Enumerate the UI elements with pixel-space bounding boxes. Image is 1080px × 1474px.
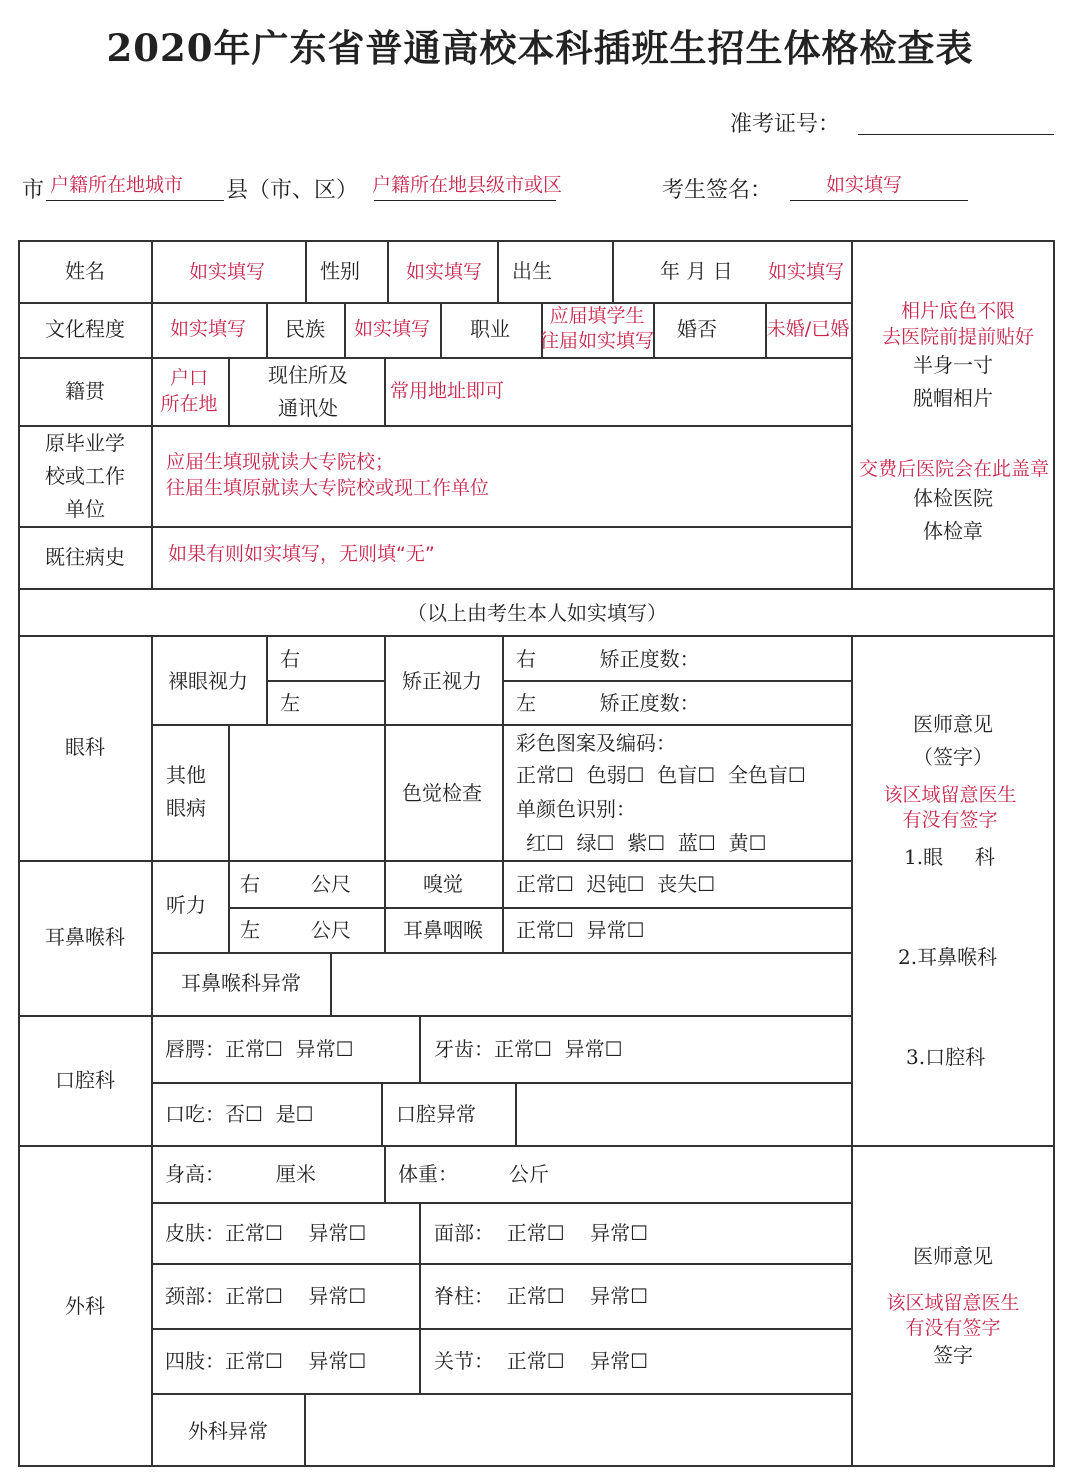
- native-place-label: 籍贯: [65, 379, 105, 403]
- col-line: [228, 724, 230, 952]
- name-label: 姓名: [65, 259, 105, 283]
- col-line: [502, 860, 504, 952]
- row-line: [18, 635, 1055, 637]
- ent-check-options[interactable]: 正常☐ 异常☐: [516, 918, 645, 942]
- teeth-check[interactable]: 牙齿：正常☐ 异常☐: [434, 1037, 623, 1061]
- city-underline: [46, 200, 224, 201]
- col-line: [304, 1393, 306, 1467]
- smell-label: 嗅觉: [423, 872, 463, 896]
- photo-note-2: 去医院前提前贴好: [881, 326, 1035, 348]
- self-fill-note: （以上由考生本人如实填写）: [407, 601, 667, 625]
- col-line: [497, 240, 499, 302]
- county-underline: [374, 200, 556, 201]
- name-value[interactable]: 如实填写: [188, 261, 266, 283]
- col-line: [851, 240, 853, 589]
- row-line: [18, 588, 1055, 590]
- surgery-section-label: 外科: [65, 1294, 105, 1318]
- hearing-left: 左 公尺: [240, 918, 351, 942]
- exam-no-label: 准考证号：: [730, 112, 841, 137]
- ethnic-label: 民族: [285, 317, 325, 341]
- stamp-note: 交费后医院会在此盖章: [858, 458, 1050, 480]
- col-line: [419, 1202, 421, 1393]
- school-value-2[interactable]: 往届生填原就读大专院校或现工作单位: [166, 477, 490, 499]
- doctor-item-oral: 3.口腔科: [906, 1045, 986, 1069]
- address-label-2: 通讯处: [278, 396, 338, 420]
- col-line: [384, 1145, 386, 1202]
- row-line: [151, 1393, 852, 1395]
- city-label: 市: [22, 178, 45, 203]
- col-line: [381, 1082, 383, 1145]
- gender-label: 性别: [320, 259, 360, 283]
- occupation-value-1[interactable]: 应届填学生: [549, 305, 645, 327]
- color-options[interactable]: 正常☐ 色弱☐ 色盲☐ 全色盲☐: [516, 763, 806, 787]
- county-label: 县（市、区）: [226, 178, 359, 203]
- oral-abnormal-label: 口腔异常: [396, 1102, 476, 1126]
- stamp-label-1: 体检医院: [913, 486, 993, 510]
- eye-section-label: 眼科: [65, 735, 105, 759]
- doctor-bottom-note-2: 有没有签字: [905, 1317, 1001, 1339]
- surgery-abnormal-label: 外科异常: [188, 1419, 268, 1443]
- doctor-sign-note-2: 有没有签字: [902, 809, 998, 831]
- row-line: [18, 526, 852, 528]
- row-line: [266, 680, 384, 682]
- ethnic-value[interactable]: 如实填写: [353, 318, 431, 340]
- corrected-right: 右 矫正度数：: [516, 647, 700, 671]
- education-label: 文化程度: [45, 317, 125, 341]
- col-line: [344, 302, 346, 357]
- address-label-1: 现住所及: [268, 363, 348, 387]
- col-line: [151, 240, 153, 589]
- row-line: [151, 952, 852, 954]
- limbs-check[interactable]: 四肢：正常☐ 异常☐: [165, 1349, 367, 1373]
- ent-abnormal-label: 耳鼻喉科异常: [181, 971, 301, 995]
- col-line: [384, 860, 386, 952]
- photo-label-1: 半身一寸: [913, 353, 993, 377]
- doctor-opinion-bottom-label: 医师意见: [913, 1244, 993, 1268]
- birth-ymd: 年 月 日: [660, 259, 733, 283]
- row-line: [151, 1328, 852, 1330]
- doctor-bottom-sign-label: 签字: [933, 1343, 973, 1367]
- school-label-3: 单位: [65, 497, 105, 521]
- ent-section-label: 耳鼻喉科: [45, 925, 125, 949]
- birth-value[interactable]: 如实填写: [768, 261, 845, 283]
- occupation-label: 职业: [470, 317, 510, 341]
- color-pattern-label: 彩色图案及编码：: [516, 731, 676, 755]
- signature-value[interactable]: 如实填写: [826, 174, 903, 196]
- ent-check-label: 耳鼻咽喉: [403, 918, 483, 942]
- naked-right-label: 右: [280, 647, 300, 671]
- col-line: [305, 240, 307, 302]
- weight-field[interactable]: 体重： 公斤: [398, 1162, 549, 1186]
- row-line: [18, 302, 852, 304]
- photo-label-2: 脱帽相片: [913, 386, 993, 410]
- marital-value[interactable]: 未婚/已婚: [766, 318, 850, 340]
- stutter-check[interactable]: 口吃：否☐ 是☐: [165, 1102, 314, 1126]
- color-vision-label: 色觉检查: [402, 781, 482, 805]
- lip-palate-check[interactable]: 唇腭：正常☐ 异常☐: [165, 1037, 354, 1061]
- row-line: [151, 1263, 852, 1265]
- marital-label: 婚否: [677, 317, 717, 341]
- joints-check[interactable]: 关节： 正常☐ 异常☐: [434, 1349, 649, 1373]
- row-line: [502, 680, 852, 682]
- other-eye-label-2: 眼病: [166, 796, 206, 820]
- row-line: [18, 425, 852, 427]
- col-line: [266, 635, 268, 724]
- skin-check[interactable]: 皮肤：正常☐ 异常☐: [165, 1221, 367, 1245]
- row-line: [151, 1082, 852, 1084]
- row-line: [18, 357, 852, 359]
- col-line: [384, 357, 386, 425]
- school-label-2: 校或工作: [45, 464, 125, 488]
- height-field[interactable]: 身高： 厘米: [165, 1162, 316, 1186]
- col-line: [502, 635, 504, 860]
- col-line: [151, 635, 153, 1467]
- doctor-item-eye: 1.眼 科: [904, 845, 995, 869]
- native-place-value-2[interactable]: 所在地: [160, 393, 218, 415]
- medical-history-label: 既往病史: [45, 545, 125, 569]
- col-line: [330, 952, 332, 1015]
- col-line: [266, 302, 268, 357]
- row-line: [228, 907, 852, 909]
- city-value[interactable]: 户籍所在地城市: [50, 174, 184, 196]
- neck-check[interactable]: 颈部：正常☐ 异常☐: [165, 1284, 367, 1308]
- face-check[interactable]: 面部： 正常☐ 异常☐: [434, 1221, 649, 1245]
- naked-vision-label: 裸眼视力: [168, 669, 248, 693]
- doctor-sign-label: （签字）: [913, 745, 993, 769]
- stamp-label-2: 体检章: [923, 519, 983, 543]
- school-value-1[interactable]: 应届生填现就读大专院校；: [166, 451, 395, 473]
- native-place-value-1[interactable]: 户口: [169, 367, 209, 389]
- col-line: [228, 357, 230, 425]
- mono-color-label: 单颜色识别：: [516, 797, 636, 821]
- birth-label: 出生: [512, 259, 552, 283]
- doctor-sign-note-1: 该区域留意医生: [883, 784, 1017, 806]
- hearing-right: 右 公尺: [240, 872, 351, 896]
- naked-left-label: 左: [280, 691, 300, 715]
- county-value[interactable]: 户籍所在地县级市或区: [372, 174, 563, 196]
- spine-check[interactable]: 脊柱： 正常☐ 异常☐: [434, 1284, 649, 1308]
- hearing-label: 听力: [166, 893, 206, 917]
- smell-options[interactable]: 正常☐ 迟钝☐ 丧失☐: [516, 872, 716, 896]
- signature-underline: [790, 200, 968, 201]
- signature-label: 考生签名：: [662, 178, 773, 203]
- mono-color-options[interactable]: 红☐ 绿☐ 紫☐ 蓝☐ 黄☐: [526, 831, 767, 855]
- corrected-left: 左 矫正度数：: [516, 691, 700, 715]
- col-line: [384, 635, 386, 860]
- photo-note-1: 相片底色不限: [900, 300, 1016, 322]
- page-title: 2020年广东省普通高校本科插班生招生体格检查表: [106, 26, 974, 70]
- corrected-vision-label: 矫正视力: [402, 669, 482, 693]
- col-line: [419, 1015, 421, 1082]
- address-value[interactable]: 常用地址即可: [390, 380, 505, 402]
- row-line: [18, 860, 852, 862]
- col-line: [612, 240, 614, 302]
- occupation-value-2[interactable]: 往届如实填写: [539, 330, 655, 352]
- school-label-1: 原毕业学: [45, 431, 125, 455]
- exam-no-field[interactable]: [858, 134, 1054, 135]
- oral-section-label: 口腔科: [55, 1068, 115, 1092]
- doctor-bottom-note-1: 该区域留意医生: [886, 1292, 1020, 1314]
- other-eye-label-1: 其他: [166, 763, 206, 787]
- col-line: [515, 1082, 517, 1145]
- education-value[interactable]: 如实填写: [169, 318, 247, 340]
- row-line: [151, 1202, 852, 1204]
- gender-value[interactable]: 如实填写: [405, 261, 483, 283]
- row-line: [18, 1145, 1055, 1147]
- col-line: [440, 302, 442, 357]
- medical-history-value[interactable]: 如果有则如实填写，无则填“无”: [168, 543, 435, 565]
- doctor-item-ent: 2.耳鼻喉科: [898, 945, 998, 969]
- col-line: [851, 635, 853, 1467]
- row-line: [18, 1015, 852, 1017]
- doctor-opinion-label: 医师意见: [913, 712, 993, 736]
- col-line: [387, 240, 389, 302]
